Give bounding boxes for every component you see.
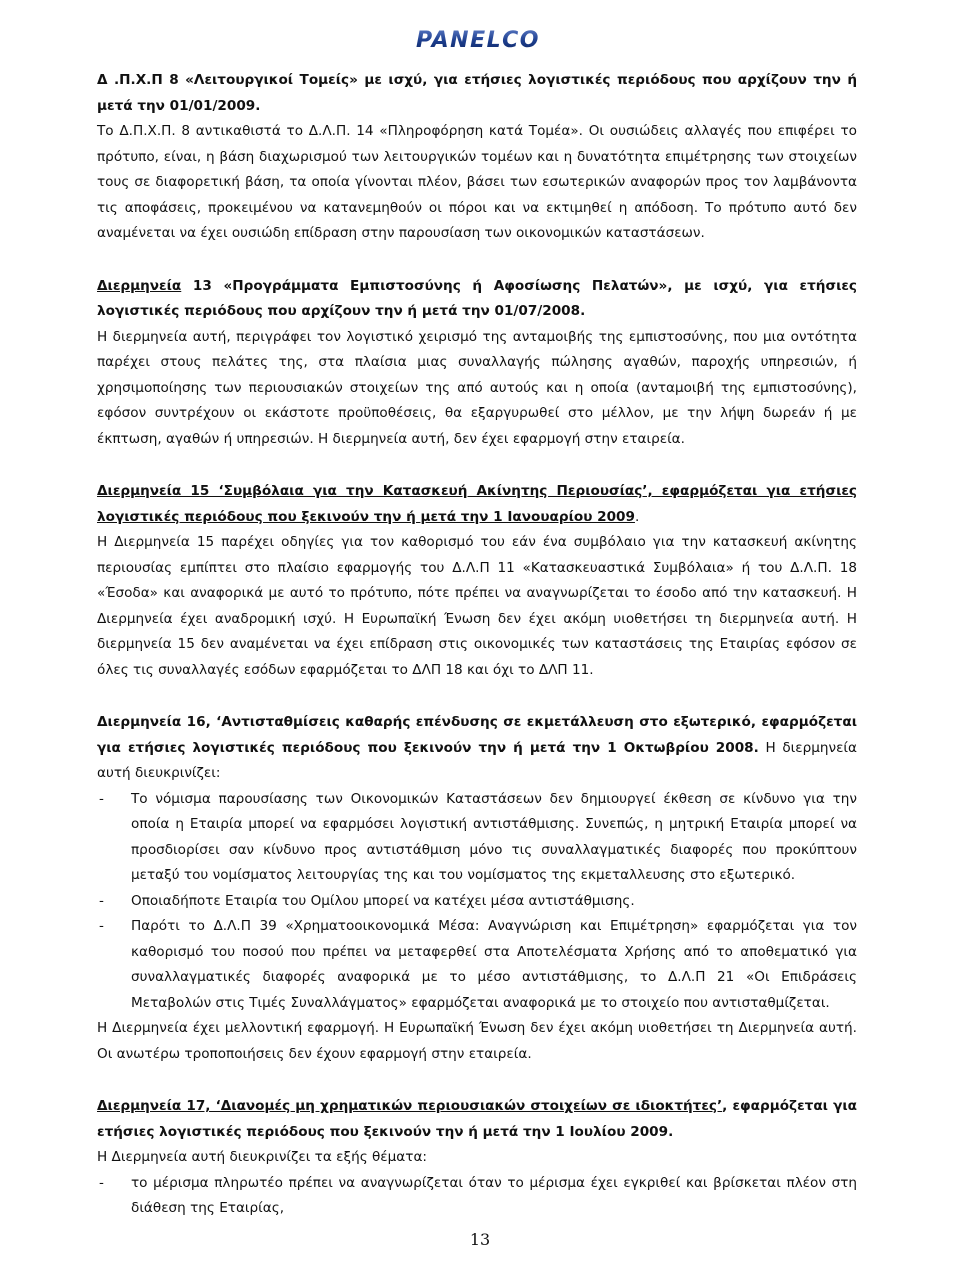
heading-rest: 13 «Προγράμματα Εμπιστοσύνης ή Αφοσίωσης Πελατών», με ισχύ, για ετήσιες λογιστικές περιόδους που αρχίζουν την ή μετά την 01/07/2008.	[97, 277, 857, 319]
heading-rest: Η διερμηνεία αυτή διευκρινίζει:	[97, 739, 857, 781]
heading-title: Διερμηνεία 16, ‘Αντισταθμίσεις καθαρής επένδυσης σε εκμετάλλευση στο εξωτερικό, εφαρμόζεται για ετήσιες λογιστικές περιόδους που ξεκινούν την ή μετά την 1 Οκτωβρίου 2008.	[97, 714, 857, 756]
list-marker: -	[99, 892, 104, 909]
panelco-logo	[376, 26, 580, 52]
interpretation-16-list	[97, 787, 857, 1017]
heading-title: Διερμηνεία 17, ‘Διανομές μη χρηματικών περιουσιακών στοιχείων σε ιδιοκτήτες’	[97, 1098, 723, 1114]
list-marker: -	[99, 790, 104, 807]
list-marker: -	[99, 918, 104, 934]
section-heading-interpretation-17	[97, 1094, 857, 1145]
section-body-dpxp8: Το Δ.Π.Χ.Π. 8 αντικαθιστά το Δ.Λ.Π. 14 «Πληροφόρηση κατά Τομέα». Οι ουσιώδεις αλλαγές που επιφέρει το πρότυπο, είναι, η βάση διαχωρισμού των λειτουργικών τομέων και η δυνατότητα επιμέτρησης των στοιχείων τους σε διαφορετική βάση, τα οποία γίνονται πλέον, βάσει των εσωτερικών αναφορών προς τον λαμβάνοντα τις αποφάσεις, προκειμένου να κατανεμηθούν οι πόροι και να εκτιμηθεί η απόδοση. Το πρότυπο αυτό δεν αναμένεται να έχει ουσιώδη επίδραση στην παρουσίαση των οικονομικών καταστάσεων.	[97, 123, 857, 241]
heading-title: Διερμηνεία 15 ‘Συμβόλαια για την Κατασκευή Ακίνητης Περιουσίας’, εφαρμόζεται για ετήσιες λογιστικές περιόδους που ξεκινούν την ή μετά την 1 Ιανουαρίου 2009	[97, 483, 857, 525]
section-after-interpretation-16: Η Διερμηνεία έχει μελλοντική εφαρμογή. Η Ευρωπαϊκή Ένωση δεν έχει ακόμη υιοθετήσει τη Διερμηνεία αυτή. Οι ανωτέρω τροποποιήσεις δεν έχουν εφαρμογή στην εταιρεία.	[97, 1020, 857, 1062]
document-body	[97, 68, 857, 1222]
section-intro-interpretation-17: Η Διερμηνεία αυτή διευκρινίζει τα εξής θέματα:	[97, 1149, 427, 1165]
list-item	[97, 889, 857, 915]
list-item-text: Παρότι το Δ.Λ.Π 39 «Χρηματοοικονομικά Μέσα: Αναγνώριση και Επιμέτρηση» εφαρμόζεται για τον καθορισμό του ποσού που πρέπει να μεταφερθεί στα Αποτελέσματα Χρήσης από το αποθεματικό για συναλλαγματικές διαφορές αναφορικά με το μέσο αντιστάθμισης, το Δ.Λ.Π 21 «Οι Επιδράσεις Μεταβολών στις Τιμές Συναλλάγματος» εφαρμόζεται αναφορικά με το στοιχείο που αντισταθμίζεται.	[131, 918, 857, 1011]
heading-rest: , εφαρμόζεται για ετήσιες λογιστικές περιόδους που ξεκινούν την ή μετά την 1 Ιουλίου 2009.	[97, 1098, 857, 1140]
page-number: 13	[469, 1230, 491, 1249]
logo-text: PANELCO	[416, 28, 540, 52]
section-heading-dpxp8: Δ .Π.Χ.Π 8 «Λειτουργικοί Τομείς» με ισχύ, για ετήσιες λογιστικές περιόδους που αρχίζουν την ή μετά την 01/01/2009.	[97, 72, 857, 114]
section-body-interpretation-15: Η Διερμηνεία 15 παρέχει οδηγίες για τον καθορισμό του εάν ένα συμβόλαιο για την κατασκευή ακίνητης περιουσίας εμπίπτει στο πλαίσιο εφαρμογής του Δ.Λ.Π 11 «Κατασκευαστικά Συμβόλαια» ή του Δ.Λ.Π. 18 «Έσοδα» και αναφορικά με αυτό το πρότυπο, πότε πρέπει να αναγνωρίζεται το έσοδο από την κατασκευή. Η Διερμηνεία έχει αναδρομική ισχύ. Η Ευρωπαϊκή Ένωση δεν έχει ακόμη υιοθετήσει τη διερμηνεία αυτή. Η διερμηνεία 15 δεν αναμένεται να έχει επίδραση στις οικονομικές των καταστάσεις της Εταιρίας εφόσον σε όλες τις συναλλαγές εσόδων εφαρμόζεται το ΔΛΠ 18 και όχι το ΔΛΠ 11.	[97, 534, 857, 678]
list-item	[97, 914, 857, 1016]
section-body-interpretation-13: Η διερμηνεία αυτή, περιγράφει τον λογιστικό χειρισμό της ανταμοιβής της εμπιστοσύνης, που μια οντότητα παρέχει στους πελάτες της, στα πλαίσια μιας συναλλαγής πώλησης αγαθών, παροχής υπηρεσιών, ή χρησιμοποίησης των περιουσιακών στοιχείων της από αυτούς και η οποία (ανταμοιβή της εμπιστοσύνης), εφόσον συντρέχουν οι εκάστοτε προϋποθέσεις, θα εξαργυρωθεί στο μέλλον, με την λήψη δωρεάν ή με έκπτωση, αγαθών ή υπηρεσιών. Η διερμηνεία αυτή, δεν έχει εφαρμογή στην εταιρεία.	[97, 328, 857, 447]
heading-title: Διερμηνεία	[97, 277, 182, 294]
interpretation-17-list	[97, 1171, 857, 1222]
list-marker: -	[99, 1174, 104, 1191]
heading-end: .	[634, 508, 640, 525]
section-heading-interpretation-15	[97, 479, 857, 530]
list-item	[97, 1171, 857, 1222]
section-heading-interpretation-13	[97, 274, 857, 325]
section-heading-interpretation-16	[97, 710, 857, 787]
list-item-text: Το νόμισμα παρουσίασης των Οικονομικών Καταστάσεων δεν δημιουργεί έκθεση σε κίνδυνο για την οποία η Εταιρία μπορεί να εφαρμόσει λογιστική αντιστάθμισης. Συνεπώς, η μητρική Εταιρία μπορεί να προσδιορίσει σαν κίνδυνο προς αντιστάθμιση μόνο τις συναλλαγματικές διαφορές που προκύπτουν μεταξύ του νομίσματος λειτουργίας της και του νομίσματος της εκμεταλλευσης στο εξωτερικό.	[131, 790, 857, 883]
list-item	[97, 787, 857, 889]
list-item-text: Οποιαδήποτε Εταιρία του Ομίλου μπορεί να κατέχει μέσα αντιστάθμισης.	[131, 892, 635, 909]
list-item-text: το μέρισμα πληρωτέο πρέπει να αναγνωρίζεται όταν το μέρισμα έχει εγκριθεί και βρίσκεται πλέον στη διάθεση της Εταιρίας,	[131, 1174, 857, 1216]
